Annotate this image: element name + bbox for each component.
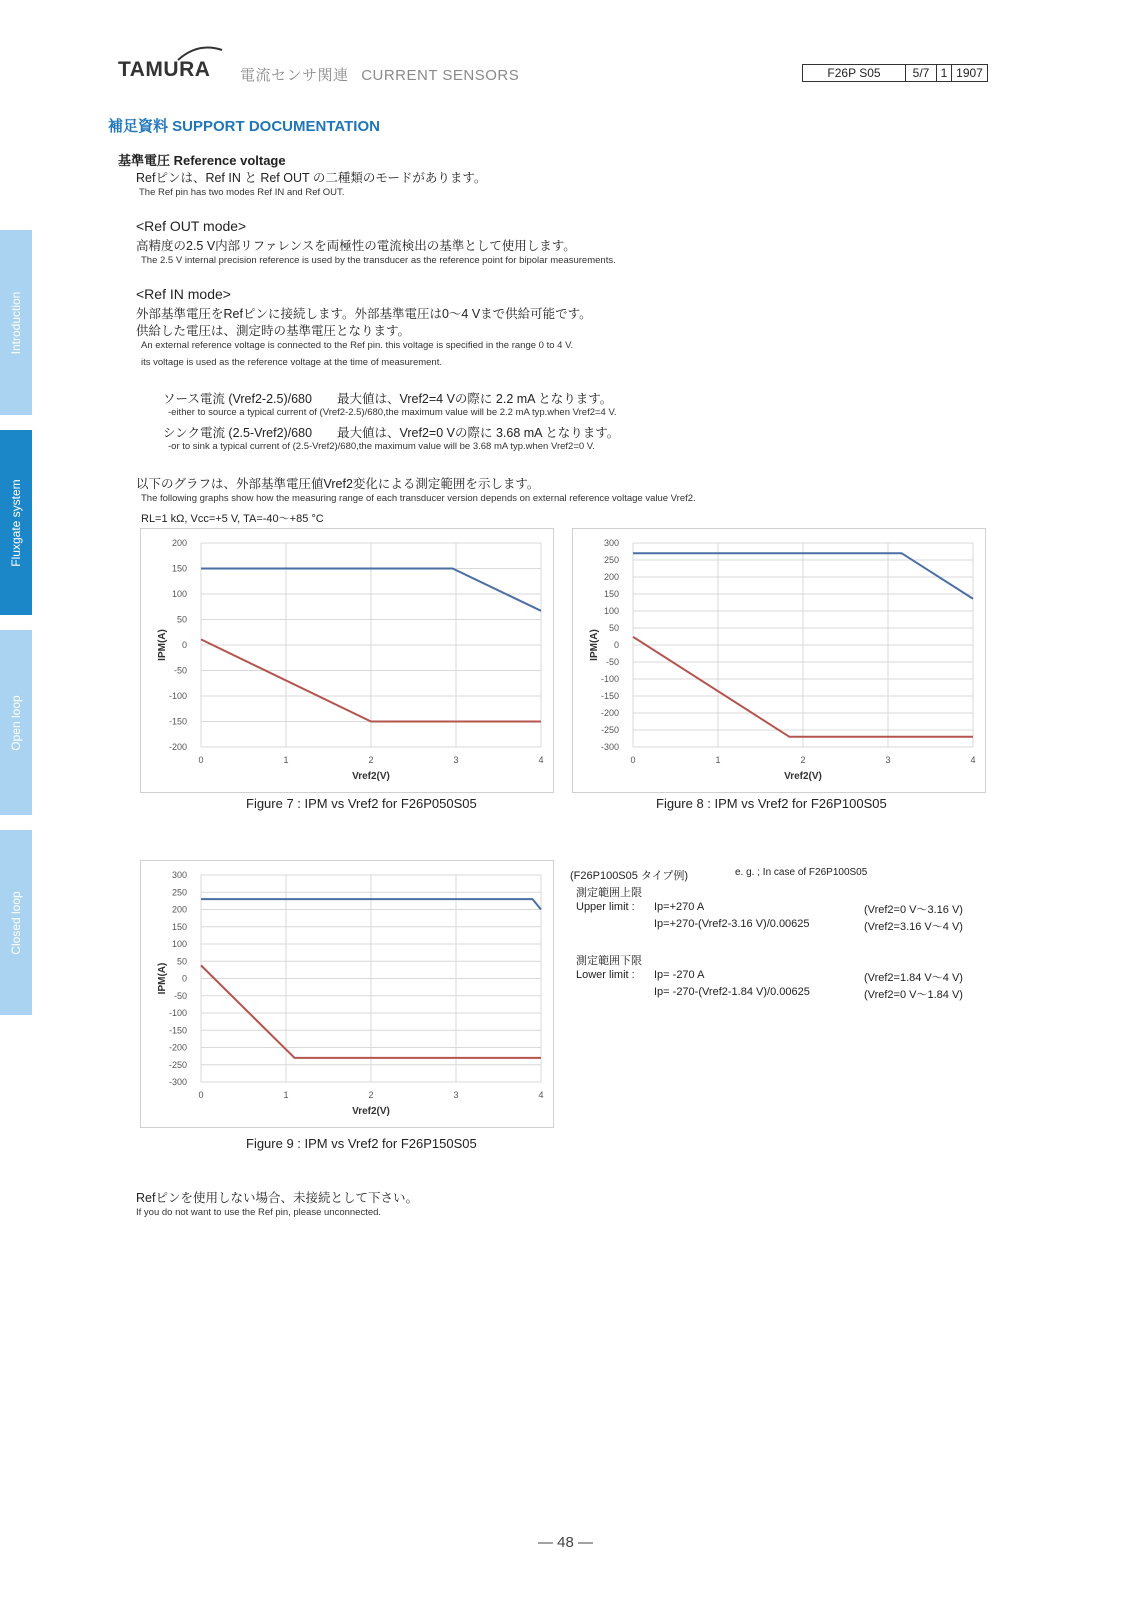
y-tick-label: -250 <box>168 1059 187 1070</box>
y-tick-label: -200 <box>600 708 619 718</box>
tamura-logo <box>118 44 224 81</box>
y-axis-label: IPM(A) <box>157 629 168 661</box>
upper-condition-2: (Vref2=3.16 V～4 V) <box>864 921 963 933</box>
y-tick-label: 200 <box>171 538 187 548</box>
y-tick-label: 300 <box>171 870 187 880</box>
upper-limit-jp: 測定範囲上限 <box>576 887 642 899</box>
x-axis-label: Vref2(V) <box>352 771 390 782</box>
x-tick-label: 3 <box>453 1090 459 1100</box>
sink-current-en: -or to sink a typical current of (2.5-Vref2)/680,the maximum value will be 3.68 mA typ.when Vref2=0 V. <box>168 441 595 452</box>
x-tick-label: 3 <box>453 755 459 765</box>
side-tab-closed-loop[interactable] <box>0 830 32 1015</box>
lower-limit-jp: 測定範囲下限 <box>576 955 642 967</box>
figure-7-chart <box>141 529 553 792</box>
figure-8-chart <box>573 529 985 792</box>
y-tick-label: -250 <box>600 725 619 735</box>
graphs-intro-en: The following graphs show how the measuring range of each transducer version depends on external reference voltage value Vref2. <box>141 493 696 504</box>
y-tick-label: 50 <box>608 623 619 633</box>
lower-formula-1: Ip= -270 A <box>654 969 705 981</box>
sub-title: 基準電圧 Reference voltage <box>118 153 286 168</box>
intro-en: The Ref pin has two modes Ref IN and Ref OUT. <box>139 187 345 198</box>
y-tick-label: -150 <box>168 1025 187 1036</box>
y-tick-label: 100 <box>603 606 619 616</box>
y-tick-label: -50 <box>173 990 187 1001</box>
x-tick-label: 1 <box>283 755 289 765</box>
y-tick-label: 300 <box>603 538 619 548</box>
y-tick-label: -150 <box>168 716 187 727</box>
ref-in-en2: its voltage is used as the reference voltage at the time of measurement. <box>141 357 442 368</box>
x-axis-label: Vref2(V) <box>352 1106 390 1117</box>
x-tick-label: 0 <box>198 1090 204 1100</box>
y-tick-label: -100 <box>168 691 187 701</box>
y-tick-label: 250 <box>171 887 187 898</box>
figure-8-box <box>572 528 986 793</box>
y-tick-label: 150 <box>603 589 619 599</box>
y-tick-label: -50 <box>605 657 619 667</box>
x-tick-label: 2 <box>800 755 806 765</box>
x-tick-label: 1 <box>715 755 721 765</box>
x-tick-label: 0 <box>198 755 204 765</box>
y-tick-label: 50 <box>176 956 187 967</box>
y-tick-label: 0 <box>181 640 187 650</box>
ref-in-heading: <Ref IN mode> <box>136 286 231 302</box>
ref-out-heading: <Ref OUT mode> <box>136 218 247 234</box>
y-tick-label: -200 <box>168 1042 187 1053</box>
side-tab-label: Introduction <box>9 291 23 354</box>
side-tab-label: Fluxgate system <box>9 478 23 567</box>
y-tick-label: -100 <box>168 1008 187 1018</box>
x-tick-label: 1 <box>283 1090 289 1100</box>
y-tick-label: -50 <box>173 665 187 676</box>
y-tick-label: 250 <box>603 555 619 565</box>
y-tick-label: 100 <box>171 939 187 949</box>
doc-code: F26P S05 <box>802 64 906 82</box>
y-tick-label: 150 <box>171 921 187 932</box>
header-title-jp: 電流センサ関連 <box>240 67 349 84</box>
header-title <box>240 64 519 85</box>
x-tick-label: 2 <box>368 1090 374 1100</box>
example-head-jp: (F26P100S05 タイプ例) <box>570 870 689 882</box>
lower-condition-2: (Vref2=0 V～1.84 V) <box>864 989 963 1001</box>
section-title: 補足資料 SUPPORT DOCUMENTATION <box>108 118 380 135</box>
ref-in-en1: An external reference voltage is connected to the Ref pin. this voltage is specified in the range 0 to 4 V. <box>141 340 574 351</box>
y-axis-label: IPM(A) <box>589 629 600 661</box>
x-tick-label: 2 <box>368 755 374 765</box>
y-tick-label: 0 <box>613 640 619 650</box>
x-tick-label: 3 <box>885 755 891 765</box>
figure-7-box <box>140 528 554 793</box>
y-tick-label: 200 <box>171 904 187 915</box>
figure-9-box <box>140 860 554 1128</box>
x-tick-label: 4 <box>538 1090 544 1100</box>
figure-9-chart <box>141 861 553 1127</box>
lower-limit-label: Lower limit : <box>576 969 635 981</box>
page-number: — 48 — <box>537 1534 594 1551</box>
y-tick-label: 200 <box>603 572 619 582</box>
header-title-en: CURRENT SENSORS <box>361 67 520 84</box>
figure-8-caption: Figure 8 : IPM vs Vref2 for F26P100S05 <box>656 796 887 811</box>
y-tick-label: -200 <box>168 742 187 752</box>
date-code: 1907 <box>951 64 988 82</box>
footer-note-jp: Refピンを使用しない場合、未接続として下さい。 <box>136 1191 418 1205</box>
side-tab-fluxgate-system[interactable] <box>0 430 32 615</box>
upper-formula-2: Ip=+270-(Vref2-3.16 V)/0.00625 <box>654 918 810 930</box>
source-current-jp: ソース電流 (Vref2-2.5)/680 最大値は、Vref2=4 Vの際に 2.2 mA となります。 <box>163 392 613 406</box>
ref-in-jp2: 供給した電圧は、測定時の基準電圧となります。 <box>136 324 411 338</box>
example-head-en: e. g. ; In case of F26P100S05 <box>735 867 868 878</box>
upper-limit-label: Upper limit : <box>576 901 635 913</box>
y-tick-label: 100 <box>171 589 187 599</box>
upper-condition-1: (Vref2=0 V～3.16 V) <box>864 904 963 916</box>
y-tick-label: 150 <box>171 563 187 574</box>
x-tick-label: 4 <box>970 755 976 765</box>
x-axis-label: Vref2(V) <box>784 771 822 782</box>
y-tick-label: -300 <box>168 1077 187 1087</box>
side-tab-label: Open loop <box>9 694 23 751</box>
sink-current-jp: シンク電流 (2.5-Vref2)/680 最大値は、Vref2=0 Vの際に 3.68 mA となります。 <box>163 426 620 440</box>
source-current-en: -either to source a typical current of (Vref2-2.5)/680,the maximum value will be 2.2 mA typ.when Vref2=4 V. <box>168 407 617 418</box>
side-tab-introduction[interactable] <box>0 230 32 415</box>
graphs-intro-jp: 以下のグラフは、外部基準電圧値Vref2変化による測定範囲を示します。 <box>136 477 540 491</box>
y-axis-label: IPM(A) <box>157 962 168 995</box>
logo-text: TAMURA <box>118 58 211 81</box>
upper-formula-1: Ip=+270 A <box>654 901 705 913</box>
y-tick-label: 50 <box>176 614 187 625</box>
page-ref: 5/7 <box>905 64 937 82</box>
y-tick-label: 0 <box>181 973 187 984</box>
test-conditions: RL=1 kΩ, Vcc=+5 V, TA=-40～+85 °C <box>141 513 324 525</box>
figure-7-caption: Figure 7 : IPM vs Vref2 for F26P050S05 <box>246 796 477 811</box>
ref-out-jp: 高精度の2.5 V内部リファレンスを両極性の電流検出の基準として使用します。 <box>136 239 576 253</box>
rev-code: 1 <box>936 64 952 82</box>
y-tick-label: -300 <box>600 742 619 752</box>
intro-jp: Refピンは、Ref IN と Ref OUT の二種類のモードがあります。 <box>136 171 487 185</box>
y-tick-label: -100 <box>600 674 619 684</box>
x-tick-label: 4 <box>538 755 544 765</box>
x-tick-label: 0 <box>630 755 636 765</box>
lower-condition-1: (Vref2=1.84 V～4 V) <box>864 972 963 984</box>
side-tab-open-loop[interactable] <box>0 630 32 815</box>
ref-out-en: The 2.5 V internal precision reference is used by the transducer as the reference point for bipolar measurements. <box>141 255 616 266</box>
figure-9-caption: Figure 9 : IPM vs Vref2 for F26P150S05 <box>246 1136 477 1151</box>
side-tab-label: Closed loop <box>9 890 23 955</box>
lower-formula-2: Ip= -270-(Vref2-1.84 V)/0.00625 <box>654 986 810 998</box>
footer-note-en: If you do not want to use the Ref pin, please unconnected. <box>136 1207 382 1218</box>
y-tick-label: -150 <box>600 691 619 701</box>
ref-in-jp1: 外部基準電圧をRefピンに接続します。外部基準電圧は0～4 Vまで供給可能です。 <box>136 307 592 321</box>
